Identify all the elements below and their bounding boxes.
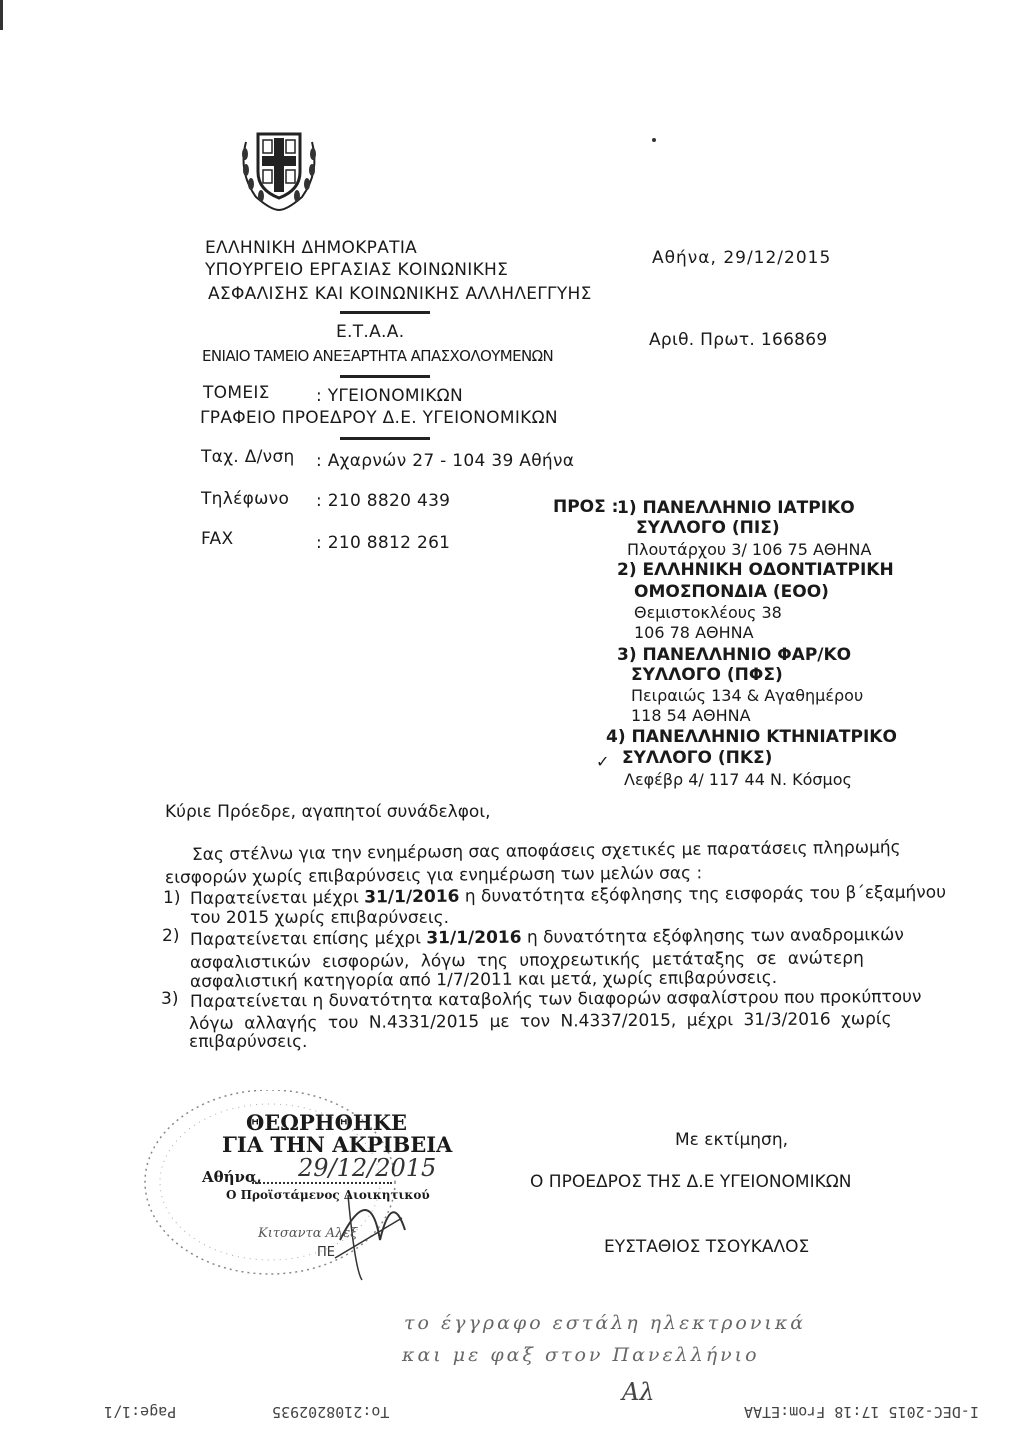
closing-regards: Με εκτίμηση, [675,1130,788,1150]
recipient-1-address: Πλουτάρχου 3/ 106 75 ΑΘΗΝΑ [627,540,872,559]
point-1-line-2: του 2015 χωρίς επιβαρύνσεις. [190,908,449,928]
seal-date-handwritten: 29/12/2015 [298,1154,437,1182]
point-1-number: 1) [163,888,181,908]
recipient-2-address-1: Θεμιστοκλέους 38 [634,603,782,622]
point-3-number: 3) [161,989,179,1009]
closing-title: Ο ΠΡΟΕΔΡΟΣ ΤΗΣ Δ.Ε ΥΓΕΙΟΝΟΜΙΚΩΝ [530,1172,852,1192]
point-1-date: 31/1/2016 [364,886,460,908]
recipient-2-address-2: 106 78 ΑΘΗΝΑ [634,623,754,642]
seal-title-2: ΓΙΑ ΤΗΝ ΑΚΡΙΒΕΙΑ [222,1132,453,1157]
point-3-line-3: επιβαρύνσεις. [189,1032,308,1052]
rule-1 [340,311,430,314]
recipient-1-name-2: ΣΥΛΛΟΓΟ (ΠΙΣ) [636,518,780,538]
address-label: Ταχ. Δ/νση [201,447,295,467]
office-name: ΓΡΑΦΕΙΟ ΠΡΟΕΔΡΟΥ Δ.Ε. ΥΓΕΙΟΝΟΜΙΚΩΝ [200,408,558,428]
seal-code: ΠΕ [317,1245,335,1260]
org-abbreviation: Ε.Τ.Α.Α. [336,322,405,342]
document-date: Αθήνα, 29/12/2015 [652,248,832,268]
recipient-1-name: 1) ΠΑΝΕΛΛΗΝΙΟ ΙΑΤΡΙΚΟ [617,498,855,518]
scan-edge-mark [0,0,3,30]
point-1-text-b: η δυνατότητα εξόφλησης της εισφοράς του β΄εξαμήνου [459,882,947,907]
certification-seal [130,1090,460,1290]
address-value: : Αχαρνών 27 - 104 39 Αθήνα [316,451,575,471]
ministry-line1: ΥΠΟΥΡΓΕΙΟ ΕΡΓΑΣΙΑΣ ΚΟΙΝΩΝΙΚΗΣ [205,260,509,280]
point-3-line-2: λόγω αλλαγής του Ν.4331/2015 με τον Ν.4337/2015, μέχρι 31/3/2016 χωρίς [188,1009,892,1034]
point-2-line-2: ασφαλιστικών εισφορών, λόγω της υποχρεωτικής μετάταξης σε ανώτερη [189,948,864,973]
point-2-text-b: η δυνατότητα εξόφλησης των αναδρομικών [521,925,904,948]
recipient-3-address-1: Πειραιώς 134 & Αγαθημέρου [631,686,864,705]
recipient-3-name-2: ΣΥΛΛΟΓΟ (ΠΦΣ) [631,665,783,685]
handwritten-note-line-1: το έγγραφο εστάλη ηλεκτρονικά [404,1312,807,1334]
recipient-4-name-2: ΣΥΛΛΟΓΟ (ΠΚΣ) [622,748,773,768]
fax-footer-page: Page:1/1 [104,1403,177,1421]
seal-role: Ο Προϊστάμενος Διοικητικού [226,1188,430,1202]
fax-value: : 210 8812 261 [316,533,451,553]
point-3-line-1: Παρατείνεται η δυνατότητα καταβολής των διαφορών ασφαλίστρου που προκύπτουν [189,986,922,1012]
speck [652,138,656,142]
point-1-text-a: Παρατείνεται μέχρι [189,887,365,909]
rule-3 [340,437,430,440]
recipient-2-name-2: ΟΜΟΣΠΟΝΔΙΑ (ΕΟΟ) [634,582,829,602]
point-2-line-1 [190,925,904,950]
seal-name-handwritten: Κιτσαντα Αλεξ [258,1226,358,1241]
recipient-3-address-2: 118 54 ΑΘΗΝΑ [631,706,751,725]
seal-dotted-line [252,1182,392,1184]
protocol-number: Αριθ. Πρωτ. 166869 [649,330,828,350]
rule-2 [340,375,430,378]
point-2-number: 2) [162,926,180,946]
point-2-date: 31/1/2016 [426,927,522,949]
intro-line-1: Σας στέλνω για την ενημέρωση σας αποφάσεις σχετικές με παρατάσεις πληρωμής [191,837,901,865]
seal-title-1: ΘΕΩΡΗΘΗΚΕ [246,1110,408,1135]
point-2-line-3: ασφαλιστική κατηγορία από 1/7/2011 και μετά, χωρίς επιβαρύνσεις. [189,967,778,992]
sector-label: ΤΟΜΕΙΣ [203,383,270,403]
fax-footer-from: Ι-DEC-2015 17:18 From:ETAA [744,1403,979,1421]
org-full-name: ΕΝΙΑΙΟ ΤΑΜΕΙΟ ΑΝΕΞΑΡΤΗΤΑ ΑΠΑΣΧΟΛΟΥΜΕΝΩΝ [202,347,554,365]
seal-city: Αθήνα, [202,1168,262,1186]
point-2-text-a: Παρατείνεται επίσης μέχρι [189,928,427,950]
intro-line-2: εισφορών χωρίς επιβαρύνσεις για ενημέρωση των μελών σας : [164,863,703,888]
closing-signatory: ΕΥΣΤΑΘΙΟΣ ΤΣΟΥΚΑΛΟΣ [604,1237,810,1257]
recipient-3-name: 3) ΠΑΝΕΛΛΗΝΙΟ ΦΑΡ/ΚΟ [617,645,852,665]
country-name: ΕΛΛΗΝΙΚΗ ΔΗΜΟΚΡΑΤΙΑ [205,238,418,258]
phone-value: : 210 8820 439 [316,491,451,511]
check-mark-icon: ✓ [596,752,610,771]
phone-label: Τηλέφωνο [201,489,290,509]
ministry-line2: ΑΣΦΑΛΙΣΗΣ ΚΑΙ ΚΟΙΝΩΝΙΚΗΣ ΑΛΛΗΛΕΓΓΥΗΣ [208,284,592,304]
recipient-4-name: 4) ΠΑΝΕΛΛΗΝΙΟ ΚΤΗΝΙΑΤΡΙΚΟ [606,727,897,747]
fax-label: FAX [201,529,234,549]
sector-value: : ΥΓΕΙΟΝΟΜΙΚΩΝ [316,386,463,406]
fax-footer-to: To:2108202935 [272,1403,390,1421]
salutation: Κύριε Πρόεδρε, αγαπητοί συνάδελφοι, [165,802,491,822]
handwritten-initials: Αλ [622,1378,655,1406]
recipients-label: ΠΡΟΣ : [553,497,619,517]
greek-emblem [236,122,322,212]
handwritten-note-line-2: και με φαξ στον Πανελλήνιο [402,1344,760,1366]
recipient-4-address: Λεφέβρ 4/ 117 44 Ν. Κόσμος [624,770,852,789]
recipient-2-name: 2) ΕΛΛΗΝΙΚΗ ΟΔΟΝΤΙΑΤΡΙΚΗ [617,560,894,580]
